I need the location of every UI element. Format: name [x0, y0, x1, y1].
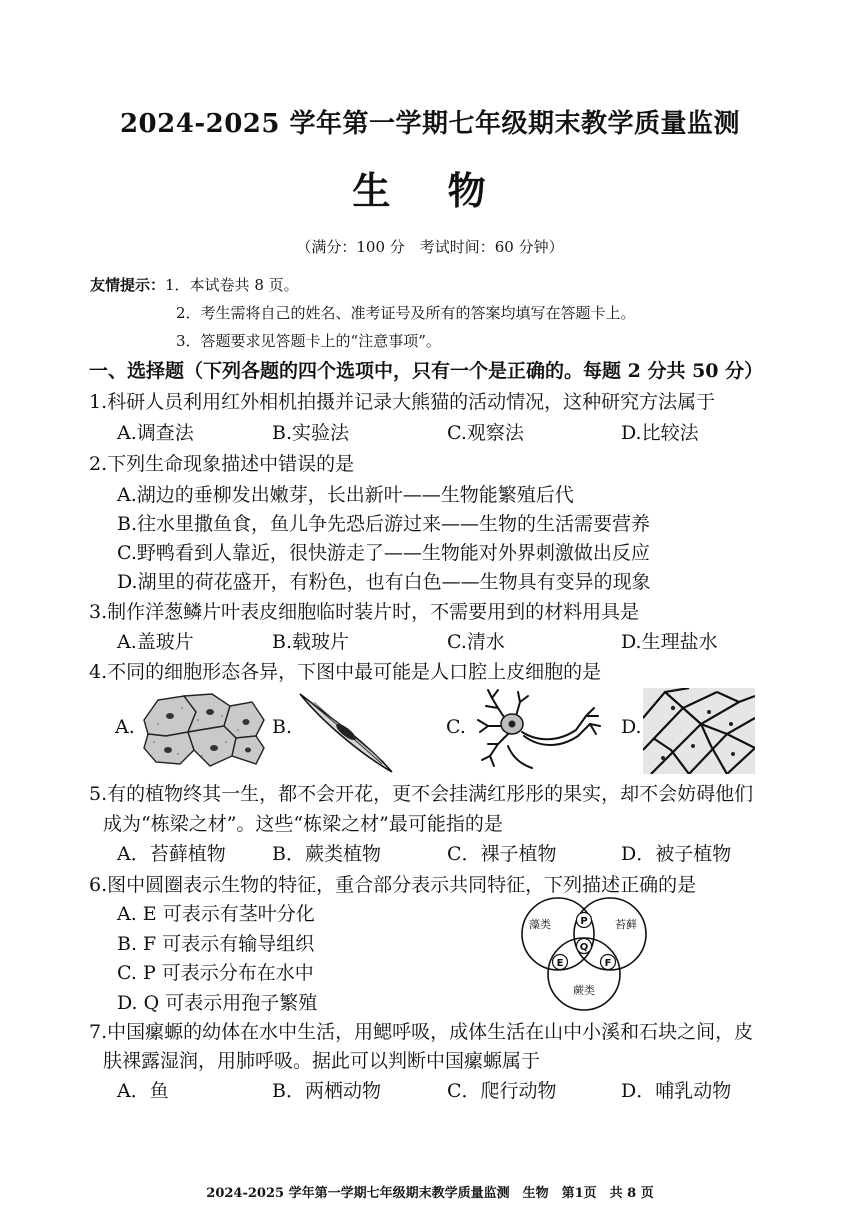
option-c: C．爬行动物: [447, 1080, 557, 1102]
muscle-cell-image: [296, 690, 396, 776]
tips-item: 1．本试卷共 8 页。: [165, 276, 299, 294]
option-c: C．裸子植物: [447, 843, 557, 865]
tips-item: 3．答题要求见答题卡上的“注意事项”。: [176, 332, 441, 350]
section-heading: 一、选择题（下列各题的四个选项中，只有一个是正确的。每题 2 分共 50 分）: [89, 360, 764, 382]
option-b: B.往水里撒鱼食，鱼儿争先恐后游过来——生物的生活需要营养: [117, 513, 651, 535]
option-b: B. F 可表示有输导组织: [117, 933, 315, 955]
venn-region-e: E: [556, 958, 564, 969]
venn-label-moss: 苔藓: [615, 918, 637, 931]
option-a: A.湖边的垂柳发出嫩芽，长出新叶——生物能繁殖后代: [117, 484, 574, 506]
plant-cells-image: [643, 688, 755, 774]
page-footer: 2024-2025 学年第一学期七年级期末教学质量监测 生物 第1页 共 8 页: [206, 1186, 654, 1201]
question-stem: 成为“栋梁之材”。这些“栋梁之材”最可能指的是: [103, 813, 503, 835]
option-a: A.盖玻片: [117, 631, 194, 653]
tips-label: 友情提示：: [90, 276, 166, 294]
option-a: A．鱼: [117, 1080, 169, 1102]
option-b: B．蕨类植物: [272, 843, 381, 865]
option-d: D.生理盐水: [621, 631, 718, 653]
option-a: A.调查法: [117, 422, 194, 444]
option-d: D．哺乳动物: [621, 1080, 732, 1102]
tips-item: 2．考生需将自己的姓名、准考证号及所有的答案均填写在答题卡上。: [176, 304, 636, 322]
option-c: C.观察法: [447, 422, 524, 444]
exam-title: 2024-2025 学年第一学期七年级期末教学质量监测: [119, 109, 741, 139]
option-b: B．两栖动物: [272, 1080, 381, 1102]
venn-diagram: [510, 890, 660, 1014]
score-info: （满分：100 分 考试时间：60 分钟）: [296, 238, 564, 256]
option-b: B.: [272, 716, 293, 738]
epithelial-cells-image: [138, 690, 268, 768]
option-c: C.清水: [447, 631, 505, 653]
option-a: A. E 可表示有茎叶分化: [117, 903, 315, 925]
option-d: D.湖里的荷花盛开，有粉色，也有白色——生物具有变异的现象: [117, 571, 651, 593]
tips-line-1: [90, 274, 299, 295]
option-b: B.实验法: [272, 422, 350, 444]
question-stem: 3.制作洋葱鳞片叶表皮细胞临时装片时，不需要用到的材料用具是: [89, 601, 640, 623]
option-c: C.野鸭看到人靠近，很快游走了——生物能对外界刺激做出反应: [117, 542, 650, 564]
option-c: C. P 可表示分布在水中: [117, 962, 314, 984]
option-d: D.比较法: [621, 422, 699, 444]
question-stem: 6.图中圆圈表示生物的特征，重合部分表示共同特征，下列描述正确的是: [89, 874, 697, 896]
question-stem: 7.中国瘰螈的幼体在水中生活，用鳃呼吸，成体生活在山中小溪和石块之间，皮: [89, 1021, 754, 1043]
option-d: D.: [621, 716, 642, 738]
option-d: D. Q 可表示用孢子繁殖: [117, 992, 318, 1014]
question-stem: 2.下列生命现象描述中错误的是: [89, 453, 355, 475]
venn-region-f: F: [604, 958, 612, 969]
option-a: A.: [115, 716, 135, 738]
venn-label-algae: 藻类: [529, 918, 551, 931]
option-a: A．苔藓植物: [117, 843, 226, 865]
question-stem: 肤裸露湿润，用肺呼吸。据此可以判断中国瘰螈属于: [103, 1050, 541, 1072]
question-stem: 1.科研人员利用红外相机拍摄并记录大熊猫的活动情况，这种研究方法属于: [89, 391, 716, 413]
question-stem: 5.有的植物终其一生，都不会开花，更不会挂满红彤彤的果实，却不会妨碍他们: [89, 783, 754, 805]
option-c: C.: [446, 716, 466, 738]
subject-title: 生 物: [352, 168, 508, 213]
option-b: B.载玻片: [272, 631, 350, 653]
venn-region-q: Q: [579, 942, 589, 953]
question-stem: 4.不同的细胞形态各异，下图中最可能是人口腔上皮细胞的是: [89, 661, 602, 683]
venn-label-fern: 蕨类: [573, 984, 595, 997]
venn-region-p: P: [580, 916, 588, 927]
option-d: D．被子植物: [621, 843, 732, 865]
neuron-image: [468, 686, 604, 776]
